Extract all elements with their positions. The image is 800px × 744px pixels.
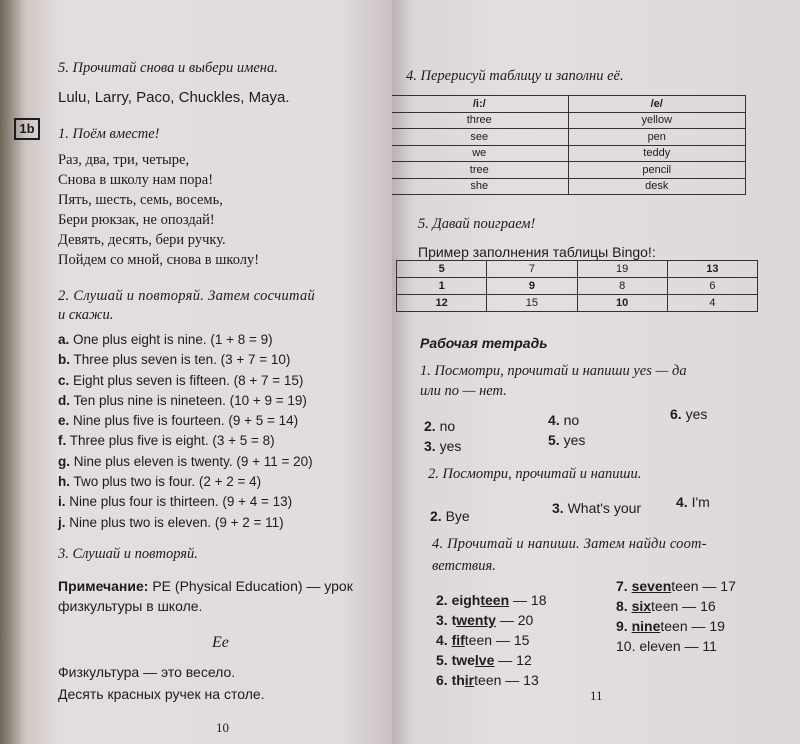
workbook-2-title: 2. Посмотри, прочитай и напиши. bbox=[428, 466, 642, 482]
page-number: 10 bbox=[216, 720, 229, 735]
song-line: Пять, шесть, семь, восемь, bbox=[58, 192, 223, 208]
list-item: j. Nine plus two is eleven. (9 + 2 = 11) bbox=[58, 514, 284, 530]
exercise-1-title: 1. Поём вместе! bbox=[58, 126, 160, 142]
table-cell: three bbox=[392, 112, 568, 129]
table-row bbox=[397, 261, 758, 278]
table-cell: 1 bbox=[397, 278, 487, 295]
exercise-2-title: 2. Слушай и повторяй. Затем сосчитай bbox=[58, 288, 316, 304]
list-item: b. Three plus seven is ten. (3 + 7 = 10) bbox=[58, 352, 291, 368]
list-item: 8. sixteen — 16 bbox=[616, 598, 716, 614]
table-cell: 10 bbox=[577, 295, 667, 312]
table-header-row bbox=[392, 96, 746, 113]
exercise-3-title: 3. Слушай и повторяй. bbox=[58, 546, 198, 562]
answer-item: 4. no bbox=[548, 412, 580, 428]
answer-item: 2. no bbox=[424, 418, 456, 434]
table-cell: desk bbox=[568, 178, 746, 195]
table-row bbox=[397, 278, 758, 295]
table-cell: see bbox=[392, 129, 568, 146]
list-item: 4. fifteen — 15 bbox=[436, 632, 530, 648]
song-line: Бери рюкзак, не опоздай! bbox=[58, 212, 215, 228]
table-cell: pencil bbox=[568, 162, 746, 179]
answer-item: 4. I'm bbox=[676, 494, 710, 510]
list-item: h. Two plus two is four. (2 + 2 = 4) bbox=[58, 474, 262, 490]
song-line: Снова в школу нам пора! bbox=[58, 172, 214, 188]
table-cell: she bbox=[392, 178, 568, 195]
sums-list bbox=[58, 330, 313, 533]
list-item: i. Nine plus four is thirteen. (9 + 4 = 13) bbox=[58, 494, 293, 510]
table-cell: 6 bbox=[667, 278, 757, 295]
exercise-4-title: 4. Перерисуй таблицу и заполни её. bbox=[406, 68, 624, 84]
answer-item: 5. yes bbox=[548, 432, 586, 448]
list-item: f. Three plus five is eight. (3 + 5 = 8) bbox=[58, 433, 275, 449]
song-line: Пойдем со мной, снова в школу! bbox=[58, 252, 260, 268]
table-cell: yellow bbox=[568, 112, 746, 129]
list-item: d. Ten plus nine is nineteen. (10 + 9 = 19) bbox=[58, 392, 307, 408]
letter-heading: Ee bbox=[212, 634, 229, 651]
list-item: 7. seventeen — 17 bbox=[616, 578, 736, 594]
table-cell: 19 bbox=[577, 261, 667, 278]
phonetics-table bbox=[392, 95, 746, 195]
table-row bbox=[392, 112, 746, 129]
bingo-caption: Пример заполнения таблицы Bingo!: bbox=[418, 244, 656, 260]
table-cell: 15 bbox=[487, 295, 577, 312]
list-item: 3. twenty — 20 bbox=[436, 612, 534, 628]
table-cell: 4 bbox=[667, 295, 757, 312]
list-item: 10. eleven — 11 bbox=[616, 638, 717, 654]
answer-item: 2. Bye bbox=[430, 508, 470, 524]
table-cell: 8 bbox=[577, 278, 667, 295]
table-header: /i:/ bbox=[392, 96, 568, 113]
table-cell: we bbox=[392, 145, 568, 162]
table-cell: 9 bbox=[487, 278, 577, 295]
right-page bbox=[392, 0, 800, 744]
list-item: 2. eighteen — 18 bbox=[436, 592, 547, 608]
list-item: a. One plus eight is nine. (1 + 8 = 9) bbox=[58, 332, 273, 347]
note-label: Примечание: bbox=[58, 578, 149, 594]
song-line: Раз, два, три, четыре, bbox=[58, 152, 190, 168]
song-line: Девять, десять, бери ручку. bbox=[58, 232, 226, 248]
list-item: 6. thirteen — 13 bbox=[436, 672, 539, 688]
table-cell: 7 bbox=[487, 261, 577, 278]
table-cell: pen bbox=[568, 129, 746, 146]
answer-item: 3. yes bbox=[424, 438, 462, 454]
list-item: c. Eight plus seven is fifteen. (8 + 7 = 15) bbox=[58, 372, 304, 388]
note-text: PE (Physical Education) — урок bbox=[152, 578, 353, 594]
table-row bbox=[392, 162, 746, 179]
names-list: Lulu, Larry, Paco, Chuckles, Maya. bbox=[58, 89, 290, 106]
closing-line: Десять красных ручек на столе. bbox=[58, 686, 265, 702]
table-row bbox=[397, 295, 758, 312]
table-cell: tree bbox=[392, 162, 568, 179]
list-item: 9. nineteen — 19 bbox=[616, 618, 725, 634]
section-badge: 1b bbox=[14, 118, 40, 140]
list-item: 5. twelve — 12 bbox=[436, 652, 532, 668]
note-line-cont: физкультуры в школе. bbox=[58, 598, 203, 614]
song-lyrics bbox=[58, 150, 259, 270]
workbook-4-title-cont: ветствия. bbox=[432, 558, 496, 574]
list-item: g. Nine plus eleven is twenty. (9 + 11 = 20) bbox=[58, 453, 313, 469]
table-cell: 12 bbox=[397, 295, 487, 312]
table-cell: 13 bbox=[667, 261, 757, 278]
exercise-5-title: 5. Давай поиграем! bbox=[418, 216, 536, 232]
matching-list-left bbox=[436, 590, 547, 690]
workbook-1-title-cont: или no — нет. bbox=[420, 383, 507, 399]
bingo-table bbox=[396, 260, 758, 312]
table-header: /e/ bbox=[568, 96, 746, 113]
answer-item: 6. yes bbox=[670, 406, 708, 422]
table-cell: teddy bbox=[568, 145, 746, 162]
table-cell: 5 bbox=[397, 261, 487, 278]
table-row bbox=[392, 129, 746, 146]
workbook-4-title: 4. Прочитай и напиши. Затем найди соот- bbox=[432, 536, 707, 552]
exercise-2-title-cont: и скажи. bbox=[58, 307, 114, 323]
note-line bbox=[58, 578, 353, 594]
workbook-heading: Рабочая тетрадь bbox=[420, 335, 548, 351]
left-page bbox=[0, 0, 392, 744]
table-row bbox=[392, 145, 746, 162]
table-row bbox=[392, 178, 746, 195]
list-item: e. Nine plus five is fourteen. (9 + 5 = 14) bbox=[58, 413, 299, 429]
matching-list-right bbox=[616, 576, 736, 656]
workbook-1-title: 1. Посмотри, прочитай и напиши yes — да bbox=[420, 363, 687, 379]
page-number: 11 bbox=[590, 688, 603, 703]
closing-line: Физкультура — это весело. bbox=[58, 664, 236, 680]
exercise-5-title: 5. Прочитай снова и выбери имена. bbox=[58, 60, 278, 76]
answer-item: 3. What's your bbox=[552, 500, 642, 516]
